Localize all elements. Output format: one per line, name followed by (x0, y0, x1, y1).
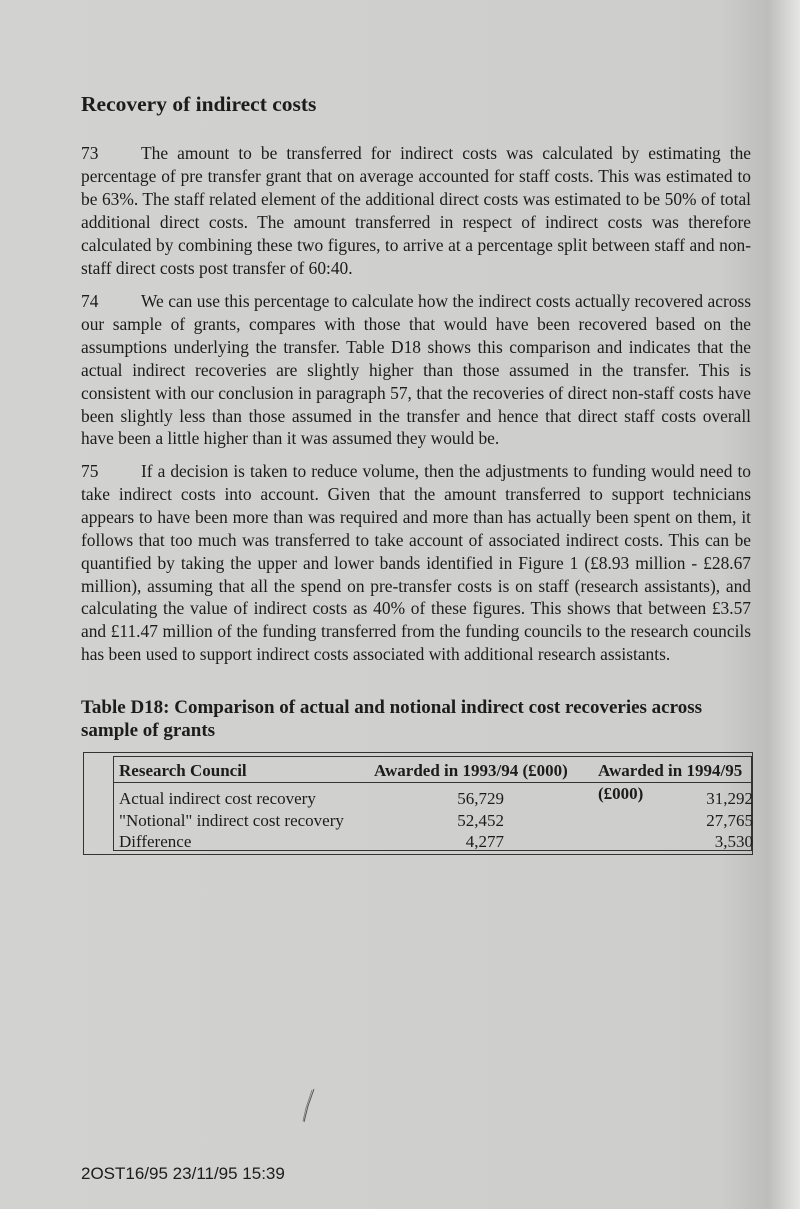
paragraph-74 (81, 290, 751, 450)
value-1994-95: 3,530 (714, 832, 753, 851)
section-heading: Recovery of indirect costs (81, 92, 317, 116)
paragraph-73 (81, 142, 751, 279)
pen-mark-icon (302, 1088, 316, 1124)
row-label: Actual indirect cost recovery (119, 789, 316, 808)
table-inner-frame (113, 756, 752, 851)
header-1993-94: Awarded in 1993/94 (£000) (374, 761, 568, 780)
table-title: Table D18: Comparison of actual and notional indirect cost recoveries across sample of grants (81, 697, 702, 741)
row-label: Difference (119, 832, 192, 851)
table-row (114, 787, 751, 810)
table-row (114, 809, 751, 832)
paragraph-number: 73 (81, 143, 99, 163)
header-research-council: Research Council (119, 761, 247, 780)
row-label: "Notional" indirect cost recovery (119, 811, 344, 830)
paragraph-75 (81, 460, 751, 666)
value-1994-95: 31,292 (706, 789, 753, 808)
paragraph-number: 74 (81, 291, 99, 311)
header-1994-95: Awarded in 1994/95 (£000) (598, 761, 743, 803)
value-1993-94: 4,277 (465, 832, 504, 851)
value-1993-94: 56,729 (457, 789, 504, 808)
table-row (114, 830, 751, 853)
paragraph-text: The amount to be transferred for indirect costs was calculated by estimating the percentage of pre transfer grant that on average accounted for staff costs. This was estimated to be 63%. The staff related element of the additional direct costs was estimated to be 50% of total additional direct costs. The amount transferred in respect of indirect costs was therefore calculated by combining these two figures, to arrive at a percentage split between staff and non-staff direct costs post transfer of 60:40. (81, 143, 751, 278)
value-1993-94: 52,452 (457, 811, 504, 830)
paragraph-text: We can use this percentage to calculate how the indirect costs actually recovered across our sample of grants, compares with those that would have been recovered based on the assumptions underlying the transfer. Table D18 shows this comparison and indicates that the actual indirect recoveries are slightly higher than those assumed in the transfer. This is consistent with our conclusion in paragraph 57, that the recoveries of direct non-staff costs have been slightly less than those assumed in the transfer and hence that direct staff costs overall have been a little higher than it was assumed they would be. (81, 291, 751, 449)
paragraph-number: 75 (81, 461, 99, 481)
paragraph-text: If a decision is taken to reduce volume, then the adjustments to funding would need to take indirect costs into account. Given that the amount transferred to support technicians appears to have been more than was required and more than has actually been spent on them, it follows that too much was transferred to take account of associated indirect costs. This can be quantified by taking the upper and lower bands identified in Figure 1 (£8.93 million - £28.67 million), assuming that all the spend on pre-transfer costs is on staff (research assistants), and calculating the value of indirect costs as 40% of these figures. This shows that between £3.57 and £11.47 million of the funding transferred from the funding councils to the research councils has been used to support indirect costs associated with additional research assistants. (81, 461, 751, 665)
comparison-table (83, 752, 753, 855)
value-1994-95: 27,765 (706, 811, 753, 830)
footer-timestamp: 2OST16/95 23/11/95 15:39 (81, 1164, 285, 1183)
